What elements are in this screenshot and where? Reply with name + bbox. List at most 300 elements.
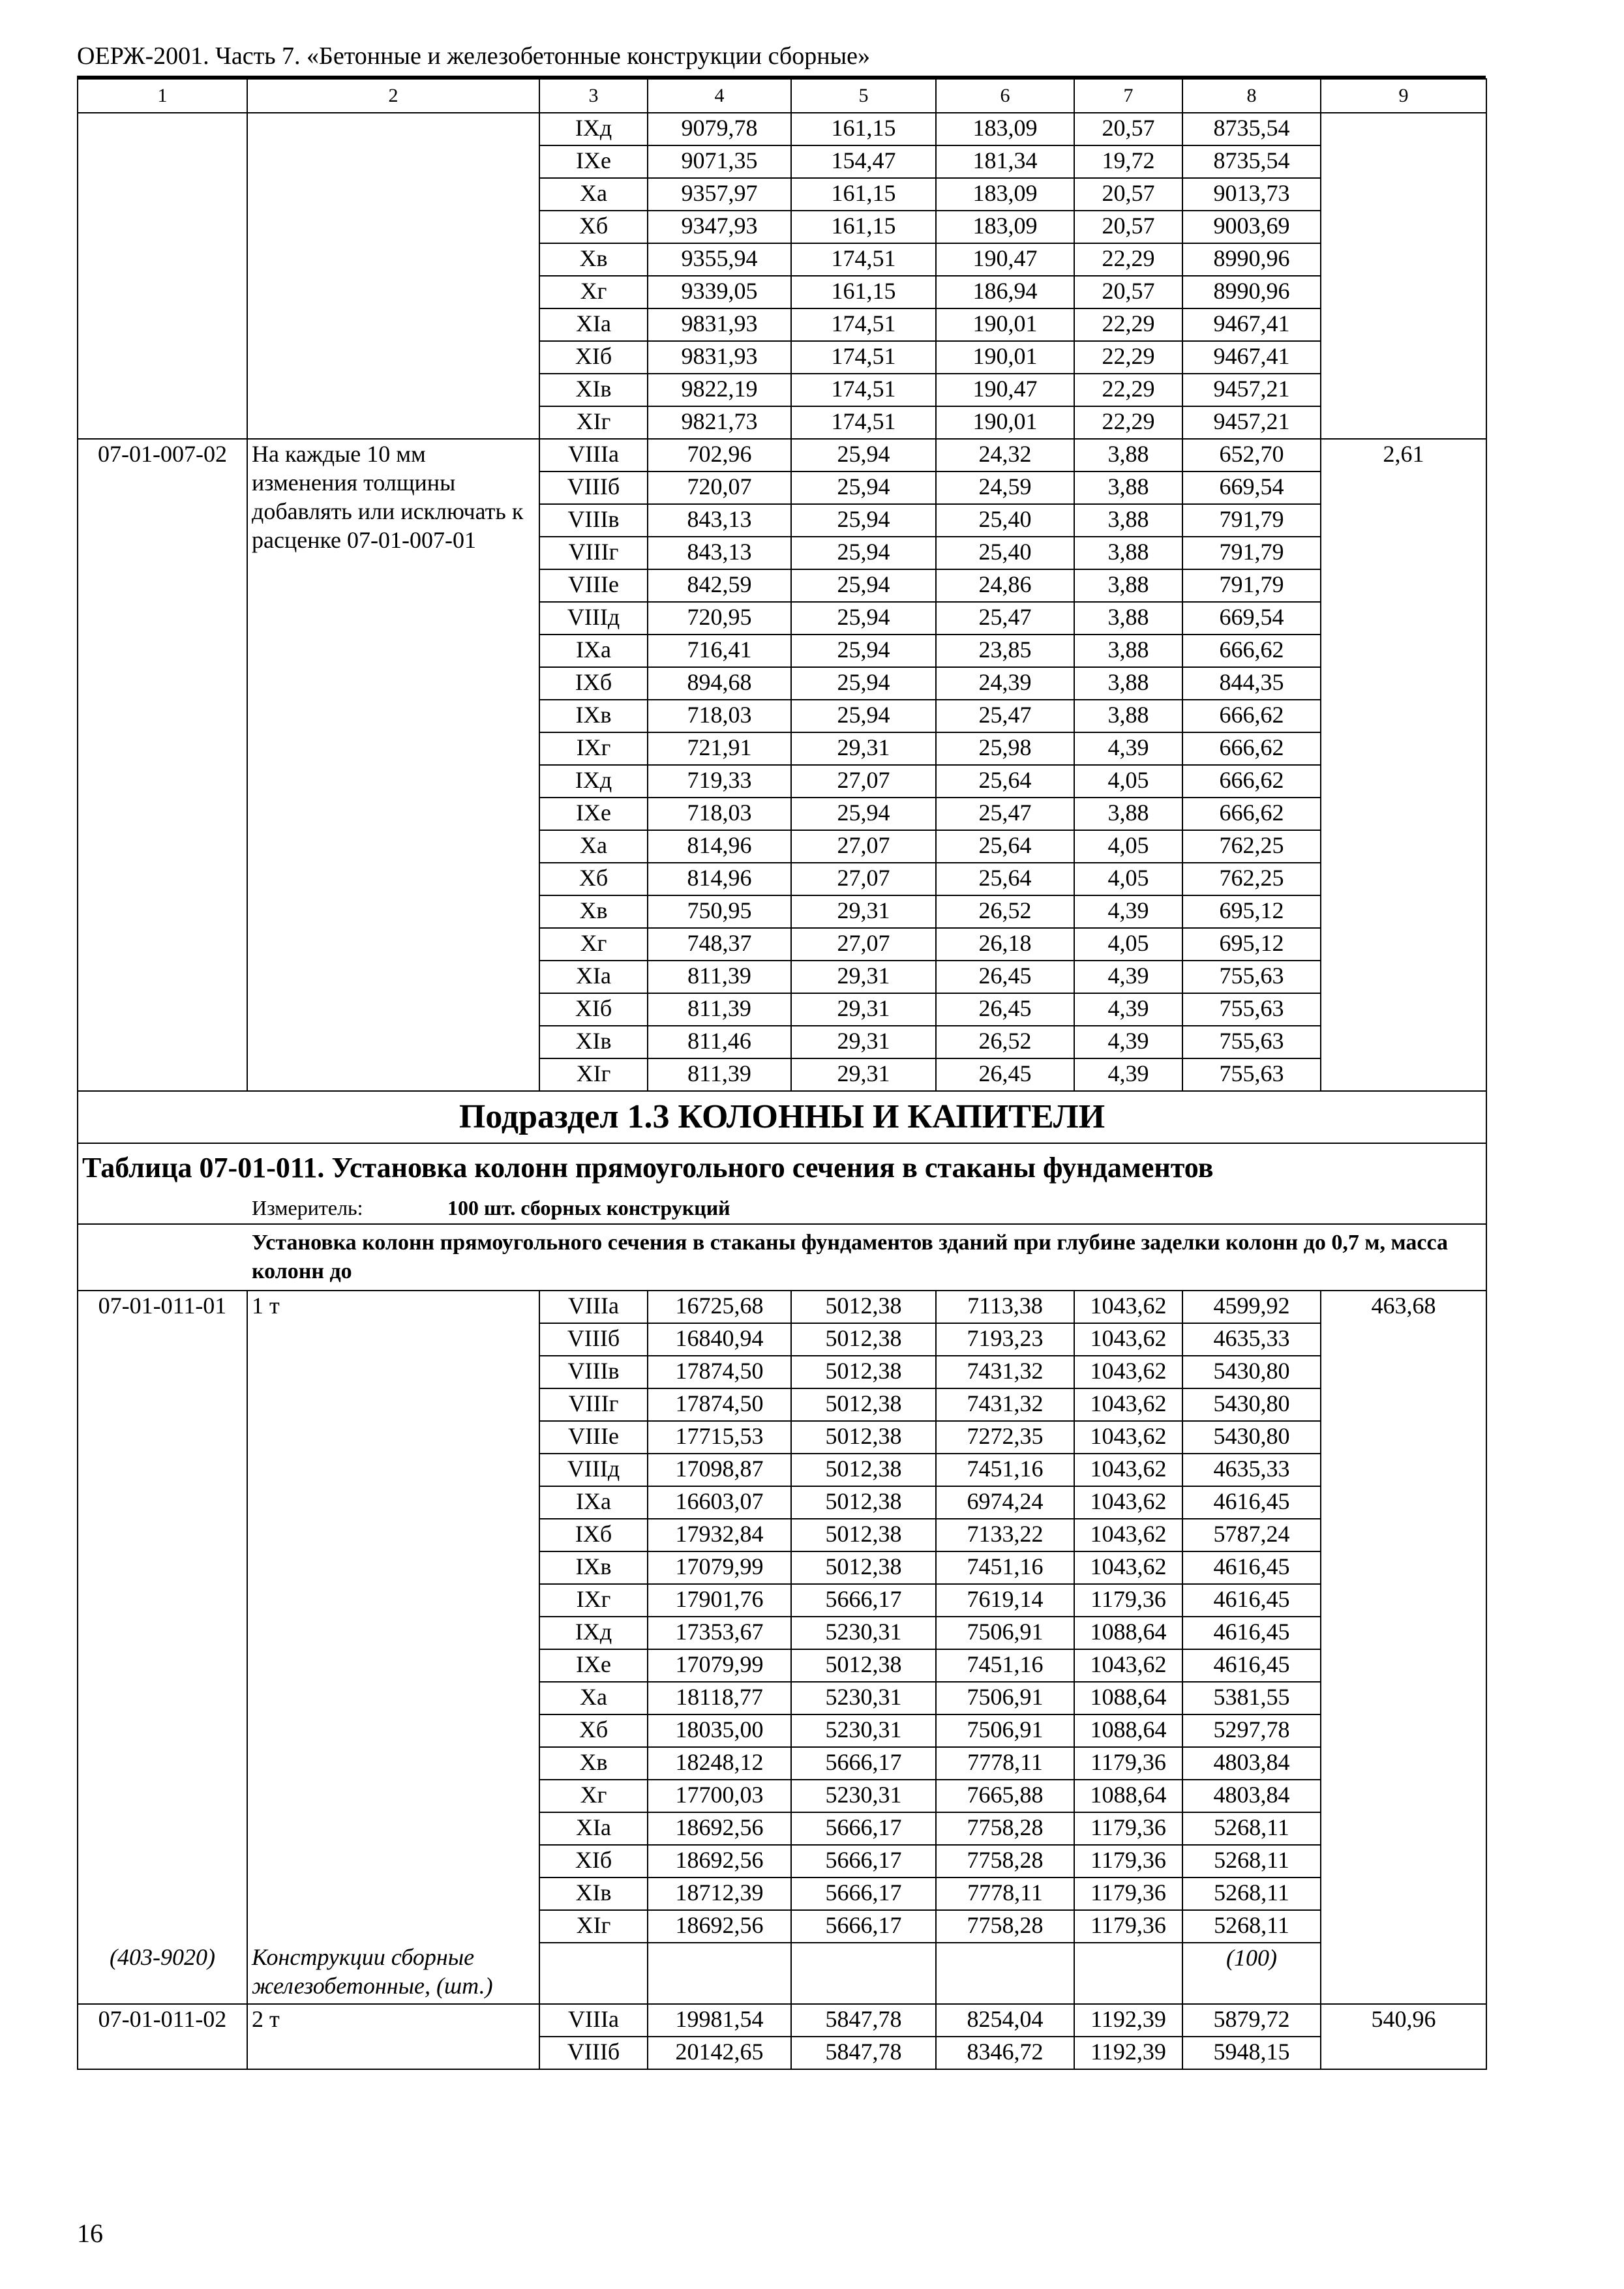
machines-cell: 25,40 (936, 504, 1074, 537)
total-cost-cell: 750,95 (648, 895, 791, 928)
total-cost-cell: 811,39 (648, 993, 791, 1026)
total-cost-cell: 843,13 (648, 504, 791, 537)
wages-cell: 29,31 (791, 1026, 936, 1058)
machines-cell: 6974,24 (936, 1486, 1074, 1519)
materials-cell: 5430,80 (1182, 1388, 1321, 1421)
materials-cell: 9457,21 (1182, 406, 1321, 439)
wages-cell: 5012,38 (791, 1291, 936, 1323)
wages-cell: 161,15 (791, 276, 936, 308)
materials-cell: 4616,45 (1182, 1584, 1321, 1617)
machines-cell: 26,18 (936, 928, 1074, 961)
machines-cell: 25,64 (936, 863, 1074, 895)
zone-cell: IXа (539, 635, 648, 667)
machines-cell: 8254,04 (936, 2004, 1074, 2037)
machinist-wages-cell: 1043,62 (1074, 1421, 1182, 1454)
total-cost-cell: 720,95 (648, 602, 791, 635)
machines-cell: 7758,28 (936, 1910, 1074, 1943)
zone-cell: VIIIа (539, 2004, 648, 2037)
machines-cell: 183,09 (936, 178, 1074, 211)
total-cost-cell: 17098,87 (648, 1454, 791, 1486)
machines-cell: 183,09 (936, 113, 1074, 145)
total-cost-cell: 17874,50 (648, 1356, 791, 1388)
materials-cell: 9467,41 (1182, 341, 1321, 374)
machines-cell: 190,01 (936, 406, 1074, 439)
description-cell (247, 113, 539, 439)
wages-cell: 174,51 (791, 406, 936, 439)
machinist-wages-cell: 1179,36 (1074, 1910, 1182, 1943)
materials-cell: 8990,96 (1182, 276, 1321, 308)
total-cost-cell: 9079,78 (648, 113, 791, 145)
empty-cell (1074, 1943, 1182, 2004)
total-cost-cell: 9822,19 (648, 374, 791, 406)
total-cost-cell: 719,33 (648, 765, 791, 798)
table-row (78, 113, 1486, 145)
column-header: 8 (1182, 79, 1321, 113)
total-cost-cell: 9831,93 (648, 308, 791, 341)
machines-cell: 25,98 (936, 732, 1074, 765)
total-cost-cell: 17700,03 (648, 1780, 791, 1812)
materials-cell: 9467,41 (1182, 308, 1321, 341)
column-header: 7 (1074, 79, 1182, 113)
column-header: 4 (648, 79, 791, 113)
total-cost-cell: 9347,93 (648, 211, 791, 243)
machines-cell: 7506,91 (936, 1682, 1074, 1714)
machines-cell: 7272,35 (936, 1421, 1074, 1454)
wages-cell: 25,94 (791, 504, 936, 537)
materials-cell: 755,63 (1182, 1058, 1321, 1091)
machinist-wages-cell: 1043,62 (1074, 1649, 1182, 1682)
wages-cell: 27,07 (791, 830, 936, 863)
total-cost-cell: 17932,84 (648, 1519, 791, 1551)
materials-cell: 9457,21 (1182, 374, 1321, 406)
machines-cell: 7451,16 (936, 1551, 1074, 1584)
work-description-row (78, 1224, 1486, 1291)
price-table (77, 78, 1487, 2070)
description-cell: 2 т (247, 2004, 539, 2069)
total-cost-cell: 894,68 (648, 667, 791, 700)
materials-cell: 9013,73 (1182, 178, 1321, 211)
materials-cell: 791,79 (1182, 504, 1321, 537)
wages-cell: 5012,38 (791, 1551, 936, 1584)
wages-cell: 5666,17 (791, 1584, 936, 1617)
materials-cell: 5948,15 (1182, 2037, 1321, 2069)
zone-cell: IXв (539, 700, 648, 732)
machines-cell: 24,86 (936, 569, 1074, 602)
machinist-wages-cell: 1043,62 (1074, 1454, 1182, 1486)
wages-cell: 5847,78 (791, 2037, 936, 2069)
materials-cell: 8990,96 (1182, 243, 1321, 276)
wages-cell: 174,51 (791, 243, 936, 276)
machinist-wages-cell: 4,05 (1074, 928, 1182, 961)
machinist-wages-cell: 1088,64 (1074, 1682, 1182, 1714)
machines-cell: 183,09 (936, 211, 1074, 243)
total-cost-cell: 17353,67 (648, 1617, 791, 1649)
total-cost-cell: 17901,76 (648, 1584, 791, 1617)
materials-cell: 8735,54 (1182, 113, 1321, 145)
machinist-wages-cell: 1088,64 (1074, 1780, 1182, 1812)
machinist-wages-cell: 3,88 (1074, 439, 1182, 471)
zone-cell: VIIIб (539, 1323, 648, 1356)
empty-cell (539, 1943, 648, 2004)
materials-cell: 4635,33 (1182, 1323, 1321, 1356)
subsection-title: Подраздел 1.3 КОЛОННЫ И КАПИТЕЛИ (78, 1091, 1486, 1143)
total-cost-cell: 18248,12 (648, 1747, 791, 1780)
total-cost-cell: 9071,35 (648, 145, 791, 178)
wages-cell: 25,94 (791, 602, 936, 635)
machinist-wages-cell: 4,39 (1074, 993, 1182, 1026)
zone-cell: XIа (539, 961, 648, 993)
machines-cell: 7619,14 (936, 1584, 1074, 1617)
machinist-wages-cell: 22,29 (1074, 243, 1182, 276)
machines-cell: 25,40 (936, 537, 1074, 569)
table-row (78, 439, 1486, 471)
zone-cell: Xб (539, 1714, 648, 1747)
machines-cell: 7778,11 (936, 1878, 1074, 1910)
total-cost-cell: 721,91 (648, 732, 791, 765)
machines-cell: 23,85 (936, 635, 1074, 667)
machines-cell: 24,32 (936, 439, 1074, 471)
total-cost-cell: 18692,56 (648, 1845, 791, 1878)
machines-cell: 190,47 (936, 374, 1074, 406)
machines-cell: 8346,72 (936, 2037, 1074, 2069)
machines-cell: 24,59 (936, 471, 1074, 504)
materials-cell: 5381,55 (1182, 1682, 1321, 1714)
zone-cell: XIг (539, 406, 648, 439)
materials-cell: 5879,72 (1182, 2004, 1321, 2037)
zone-cell: IXа (539, 1486, 648, 1519)
zone-cell: VIIIа (539, 439, 648, 471)
wages-cell: 5666,17 (791, 1812, 936, 1845)
wages-cell: 174,51 (791, 374, 936, 406)
wages-cell: 5847,78 (791, 2004, 936, 2037)
zone-cell: IXе (539, 145, 648, 178)
materials-cell: 4635,33 (1182, 1454, 1321, 1486)
zone-cell: VIIIв (539, 1356, 648, 1388)
materials-cell: 755,63 (1182, 993, 1321, 1026)
code-cell: 07-01-011-02 (78, 2004, 247, 2069)
machinist-wages-cell: 1043,62 (1074, 1291, 1182, 1323)
table-title: Таблица 07-01-011. Установка колонн прямоугольного сечения в стаканы фундаментов (78, 1143, 1486, 1191)
zone-cell: IXд (539, 765, 648, 798)
zone-cell: IXд (539, 1617, 648, 1649)
labor-cost-cell (1321, 113, 1486, 439)
machines-cell: 7506,91 (936, 1714, 1074, 1747)
materials-cell: 5787,24 (1182, 1519, 1321, 1551)
wages-cell: 5666,17 (791, 1747, 936, 1780)
machinist-wages-cell: 4,39 (1074, 961, 1182, 993)
total-cost-cell: 16603,07 (648, 1486, 791, 1519)
wages-cell: 5230,31 (791, 1682, 936, 1714)
materials-cell: 8735,54 (1182, 145, 1321, 178)
machines-cell: 7133,22 (936, 1519, 1074, 1551)
machines-cell: 7113,38 (936, 1291, 1074, 1323)
labor-cost-cell: 463,68 (1321, 1291, 1486, 2004)
zone-cell: XIа (539, 1812, 648, 1845)
materials-cell: 5430,80 (1182, 1356, 1321, 1388)
code-cell: 07-01-011-01 (78, 1291, 247, 1943)
wages-cell: 5012,38 (791, 1519, 936, 1551)
table-title-row (78, 1143, 1486, 1191)
machinist-wages-cell: 3,88 (1074, 537, 1182, 569)
materials-cell: 666,62 (1182, 732, 1321, 765)
materials-cell: 4803,84 (1182, 1780, 1321, 1812)
zone-cell: VIIIб (539, 471, 648, 504)
wages-cell: 5012,38 (791, 1323, 936, 1356)
wages-cell: 5666,17 (791, 1878, 936, 1910)
description-cell: На каждые 10 мм изменения толщины добавлять или исключать к расценке 07-01-007-01 (247, 439, 539, 1091)
zone-cell: VIIIд (539, 1454, 648, 1486)
total-cost-cell: 811,39 (648, 961, 791, 993)
total-cost-cell: 16725,68 (648, 1291, 791, 1323)
zone-cell: XIг (539, 1058, 648, 1091)
total-cost-cell: 17079,99 (648, 1649, 791, 1682)
total-cost-cell: 9357,97 (648, 178, 791, 211)
machines-cell: 26,45 (936, 1058, 1074, 1091)
wages-cell: 5012,38 (791, 1421, 936, 1454)
materials-cell: 666,62 (1182, 765, 1321, 798)
machines-cell: 7451,16 (936, 1454, 1074, 1486)
wages-cell: 29,31 (791, 895, 936, 928)
machines-cell: 186,94 (936, 276, 1074, 308)
total-cost-cell: 718,03 (648, 700, 791, 732)
zone-cell: Xа (539, 1682, 648, 1714)
materials-cell: 695,12 (1182, 928, 1321, 961)
work-description: Установка колонн прямоугольного сечения в стаканы фундаментов зданий при глубине заделки колонн до 0,7 м, масса колонн до (252, 1231, 1449, 1283)
wages-cell: 5230,31 (791, 1780, 936, 1812)
machinist-wages-cell: 1192,39 (1074, 2004, 1182, 2037)
zone-cell: VIIIе (539, 569, 648, 602)
column-header: 2 (247, 79, 539, 113)
zone-cell: VIIIе (539, 1421, 648, 1454)
labor-cost-cell: 540,96 (1321, 2004, 1486, 2069)
machinist-wages-cell: 22,29 (1074, 374, 1182, 406)
total-cost-cell: 18118,77 (648, 1682, 791, 1714)
materials-cell: 755,63 (1182, 961, 1321, 993)
column-header: 3 (539, 79, 648, 113)
labor-cost-cell: 2,61 (1321, 439, 1486, 1091)
materials-cell: 5268,11 (1182, 1845, 1321, 1878)
column-header-row (78, 79, 1486, 113)
machinist-wages-cell: 3,88 (1074, 602, 1182, 635)
code-cell: 07-01-007-02 (78, 439, 247, 1091)
machinist-wages-cell: 3,88 (1074, 667, 1182, 700)
total-cost-cell: 18692,56 (648, 1812, 791, 1845)
materials-cell: 4803,84 (1182, 1747, 1321, 1780)
machines-cell: 7665,88 (936, 1780, 1074, 1812)
materials-cell: 669,54 (1182, 471, 1321, 504)
zone-cell: IXд (539, 113, 648, 145)
wages-cell: 27,07 (791, 928, 936, 961)
materials-cell: 9003,69 (1182, 211, 1321, 243)
total-cost-cell: 748,37 (648, 928, 791, 961)
zone-cell: Xв (539, 243, 648, 276)
materials-cell: 5268,11 (1182, 1910, 1321, 1943)
total-cost-cell: 9831,93 (648, 341, 791, 374)
total-cost-cell: 20142,65 (648, 2037, 791, 2069)
zone-cell: VIIIг (539, 1388, 648, 1421)
work-description-cell (78, 1224, 1486, 1291)
materials-cell: 669,54 (1182, 602, 1321, 635)
zone-cell: XIб (539, 1845, 648, 1878)
zone-cell: VIIIа (539, 1291, 648, 1323)
machines-cell: 190,01 (936, 341, 1074, 374)
zone-cell: VIIIд (539, 602, 648, 635)
wages-cell: 25,94 (791, 537, 936, 569)
materials-cell: 755,63 (1182, 1026, 1321, 1058)
machines-cell: 26,52 (936, 1026, 1074, 1058)
resource-qty-cell: (100) (1182, 1943, 1321, 2004)
wages-cell: 25,94 (791, 471, 936, 504)
machines-cell: 25,47 (936, 602, 1074, 635)
total-cost-cell: 18692,56 (648, 1910, 791, 1943)
materials-cell: 4599,92 (1182, 1291, 1321, 1323)
total-cost-cell: 814,96 (648, 863, 791, 895)
total-cost-cell: 702,96 (648, 439, 791, 471)
wages-cell: 5012,38 (791, 1649, 936, 1682)
machinist-wages-cell: 22,29 (1074, 308, 1182, 341)
total-cost-cell: 843,13 (648, 537, 791, 569)
machinist-wages-cell: 20,57 (1074, 276, 1182, 308)
machinist-wages-cell: 1179,36 (1074, 1584, 1182, 1617)
wages-cell: 29,31 (791, 993, 936, 1026)
machines-cell: 26,45 (936, 961, 1074, 993)
zone-cell: Xг (539, 276, 648, 308)
wages-cell: 161,15 (791, 178, 936, 211)
machinist-wages-cell: 4,39 (1074, 1026, 1182, 1058)
machinist-wages-cell: 1179,36 (1074, 1878, 1182, 1910)
table-row (78, 1291, 1486, 1323)
zone-cell: Xг (539, 928, 648, 961)
wages-cell: 29,31 (791, 961, 936, 993)
resource-code-cell: (403-9020) (78, 1943, 247, 2004)
machines-cell: 7778,11 (936, 1747, 1074, 1780)
machinist-wages-cell: 1179,36 (1074, 1845, 1182, 1878)
zone-cell: IXг (539, 732, 648, 765)
machinist-wages-cell: 20,57 (1074, 211, 1182, 243)
total-cost-cell: 718,03 (648, 798, 791, 830)
wages-cell: 161,15 (791, 211, 936, 243)
wages-cell: 154,47 (791, 145, 936, 178)
resource-name-cell: Конструкции сборные железобетонные, (шт.) (247, 1943, 539, 2004)
zone-cell: IXе (539, 1649, 648, 1682)
wages-cell: 25,94 (791, 439, 936, 471)
machinist-wages-cell: 4,39 (1074, 1058, 1182, 1091)
machinist-wages-cell: 1043,62 (1074, 1519, 1182, 1551)
machinist-wages-cell: 3,88 (1074, 798, 1182, 830)
zone-cell: XIг (539, 1910, 648, 1943)
zone-cell: XIв (539, 1026, 648, 1058)
zone-cell: XIв (539, 374, 648, 406)
total-cost-cell: 19981,54 (648, 2004, 791, 2037)
materials-cell: 666,62 (1182, 700, 1321, 732)
machinist-wages-cell: 1043,62 (1074, 1486, 1182, 1519)
subsection-row (78, 1091, 1486, 1143)
zone-cell: Xг (539, 1780, 648, 1812)
materials-cell: 695,12 (1182, 895, 1321, 928)
column-header: 9 (1321, 79, 1486, 113)
wages-cell: 25,94 (791, 569, 936, 602)
machinist-wages-cell: 4,05 (1074, 863, 1182, 895)
total-cost-cell: 720,07 (648, 471, 791, 504)
materials-cell: 4616,45 (1182, 1649, 1321, 1682)
machinist-wages-cell: 4,05 (1074, 765, 1182, 798)
zone-cell: VIIIб (539, 2037, 648, 2069)
total-cost-cell: 9821,73 (648, 406, 791, 439)
zone-cell: XIа (539, 308, 648, 341)
total-cost-cell: 842,59 (648, 569, 791, 602)
machines-cell: 25,64 (936, 765, 1074, 798)
machines-cell: 190,01 (936, 308, 1074, 341)
wages-cell: 5012,38 (791, 1486, 936, 1519)
materials-cell: 666,62 (1182, 635, 1321, 667)
measure-value: 100 шт. сборных конструкций (447, 1195, 730, 1219)
materials-cell: 652,70 (1182, 439, 1321, 471)
zone-cell: VIIIг (539, 537, 648, 569)
wages-cell: 174,51 (791, 341, 936, 374)
measure-cell (78, 1191, 1486, 1224)
machinist-wages-cell: 20,57 (1074, 113, 1182, 145)
machinist-wages-cell: 1088,64 (1074, 1617, 1182, 1649)
materials-cell: 762,25 (1182, 830, 1321, 863)
zone-cell: XIб (539, 341, 648, 374)
machines-cell: 190,47 (936, 243, 1074, 276)
machines-cell: 7758,28 (936, 1812, 1074, 1845)
wages-cell: 25,94 (791, 700, 936, 732)
machines-cell: 24,39 (936, 667, 1074, 700)
zone-cell: Xб (539, 211, 648, 243)
machines-cell: 7431,32 (936, 1356, 1074, 1388)
empty-cell (791, 1943, 936, 2004)
machinist-wages-cell: 1179,36 (1074, 1812, 1182, 1845)
machinist-wages-cell: 22,29 (1074, 406, 1182, 439)
machines-cell: 7431,32 (936, 1388, 1074, 1421)
materials-cell: 5297,78 (1182, 1714, 1321, 1747)
machines-cell: 7451,16 (936, 1649, 1074, 1682)
total-cost-cell: 811,39 (648, 1058, 791, 1091)
machines-cell: 7506,91 (936, 1617, 1074, 1649)
zone-cell: VIIIв (539, 504, 648, 537)
total-cost-cell: 17715,53 (648, 1421, 791, 1454)
description-cell: 1 т (247, 1291, 539, 1943)
wages-cell: 27,07 (791, 863, 936, 895)
machinist-wages-cell: 3,88 (1074, 471, 1182, 504)
machines-cell: 181,34 (936, 145, 1074, 178)
resource-row (78, 1943, 1486, 2004)
wages-cell: 27,07 (791, 765, 936, 798)
measure-row (78, 1191, 1486, 1224)
machinist-wages-cell: 3,88 (1074, 700, 1182, 732)
materials-cell: 844,35 (1182, 667, 1321, 700)
total-cost-cell: 18712,39 (648, 1878, 791, 1910)
total-cost-cell: 716,41 (648, 635, 791, 667)
materials-cell: 4616,45 (1182, 1551, 1321, 1584)
machines-cell: 25,47 (936, 700, 1074, 732)
zone-cell: Xа (539, 830, 648, 863)
machinist-wages-cell: 1043,62 (1074, 1356, 1182, 1388)
machinist-wages-cell: 1088,64 (1074, 1714, 1182, 1747)
materials-cell: 4616,45 (1182, 1486, 1321, 1519)
machinist-wages-cell: 3,88 (1074, 569, 1182, 602)
materials-cell: 4616,45 (1182, 1617, 1321, 1649)
zone-cell: IXг (539, 1584, 648, 1617)
machines-cell: 25,64 (936, 830, 1074, 863)
machines-cell: 25,47 (936, 798, 1074, 830)
zone-cell: Xа (539, 178, 648, 211)
wages-cell: 5012,38 (791, 1388, 936, 1421)
empty-cell (936, 1943, 1074, 2004)
machinist-wages-cell: 4,39 (1074, 732, 1182, 765)
machinist-wages-cell: 4,39 (1074, 895, 1182, 928)
